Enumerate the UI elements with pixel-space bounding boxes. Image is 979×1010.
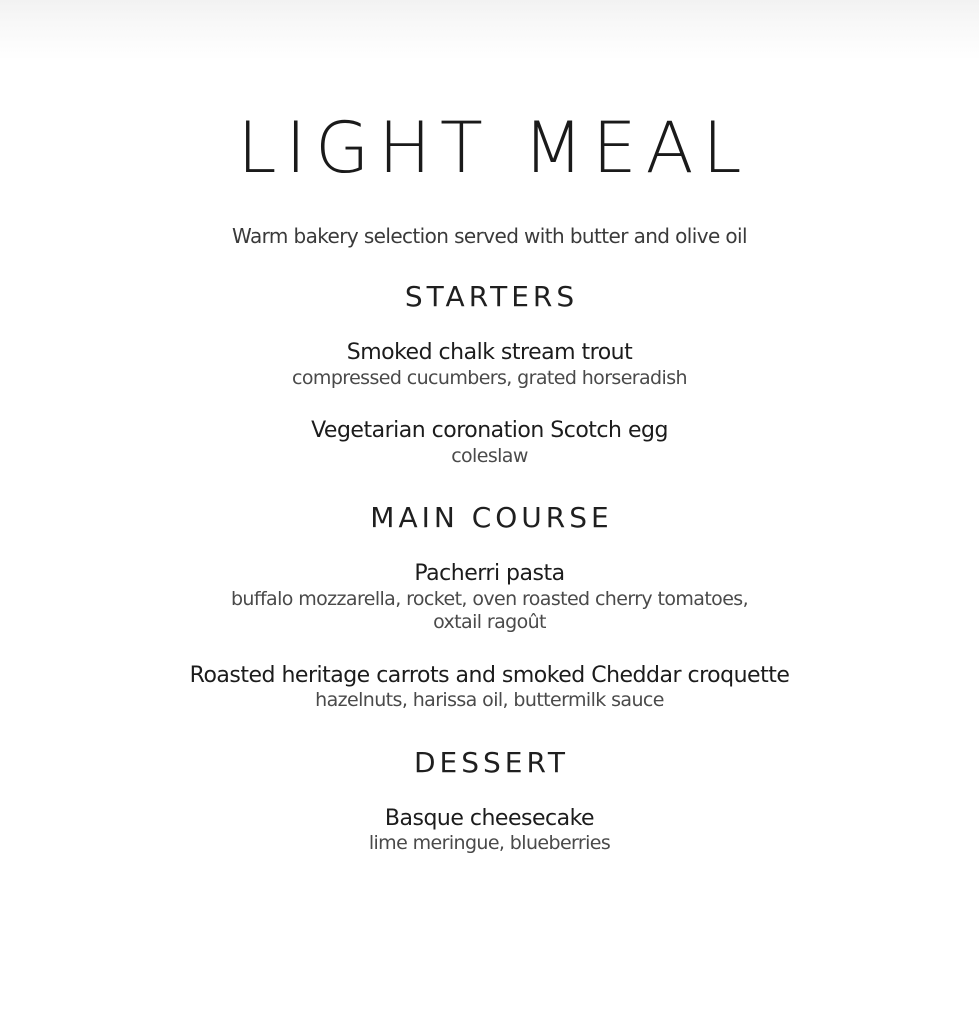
dish-name: Pacherri pasta: [414, 561, 565, 586]
page-edge-shadow: [0, 0, 979, 60]
dish-description: compressed cucumbers, grated horseradish: [292, 367, 687, 389]
dish-name: Vegetarian coronation Scotch egg: [311, 418, 668, 443]
section-heading-dessert: DESSERT: [413, 746, 569, 779]
section-heading-main-course: MAIN COURSE: [370, 501, 613, 534]
dish-name: Smoked chalk stream trout: [346, 340, 633, 365]
menu-title: LIGHT MEAL: [237, 107, 751, 189]
dish-description: lime meringue, blueberries: [368, 832, 611, 854]
dish-description: buffalo mozzarella, rocket, oven roasted cherry tomatoes,: [230, 588, 749, 610]
dish-description: coleslaw: [451, 445, 528, 467]
dish-description: hazelnuts, harissa oil, buttermilk sauce: [315, 689, 664, 711]
section-heading-starters: STARTERS: [404, 280, 579, 313]
dish-description: oxtail ragoût: [433, 611, 546, 633]
menu-intro: Warm bakery selection served with butter and olive oil: [232, 224, 747, 248]
dish-name: Roasted heritage carrots and smoked Cheddar croquette: [189, 663, 790, 688]
dish-name: Basque cheesecake: [384, 806, 595, 831]
